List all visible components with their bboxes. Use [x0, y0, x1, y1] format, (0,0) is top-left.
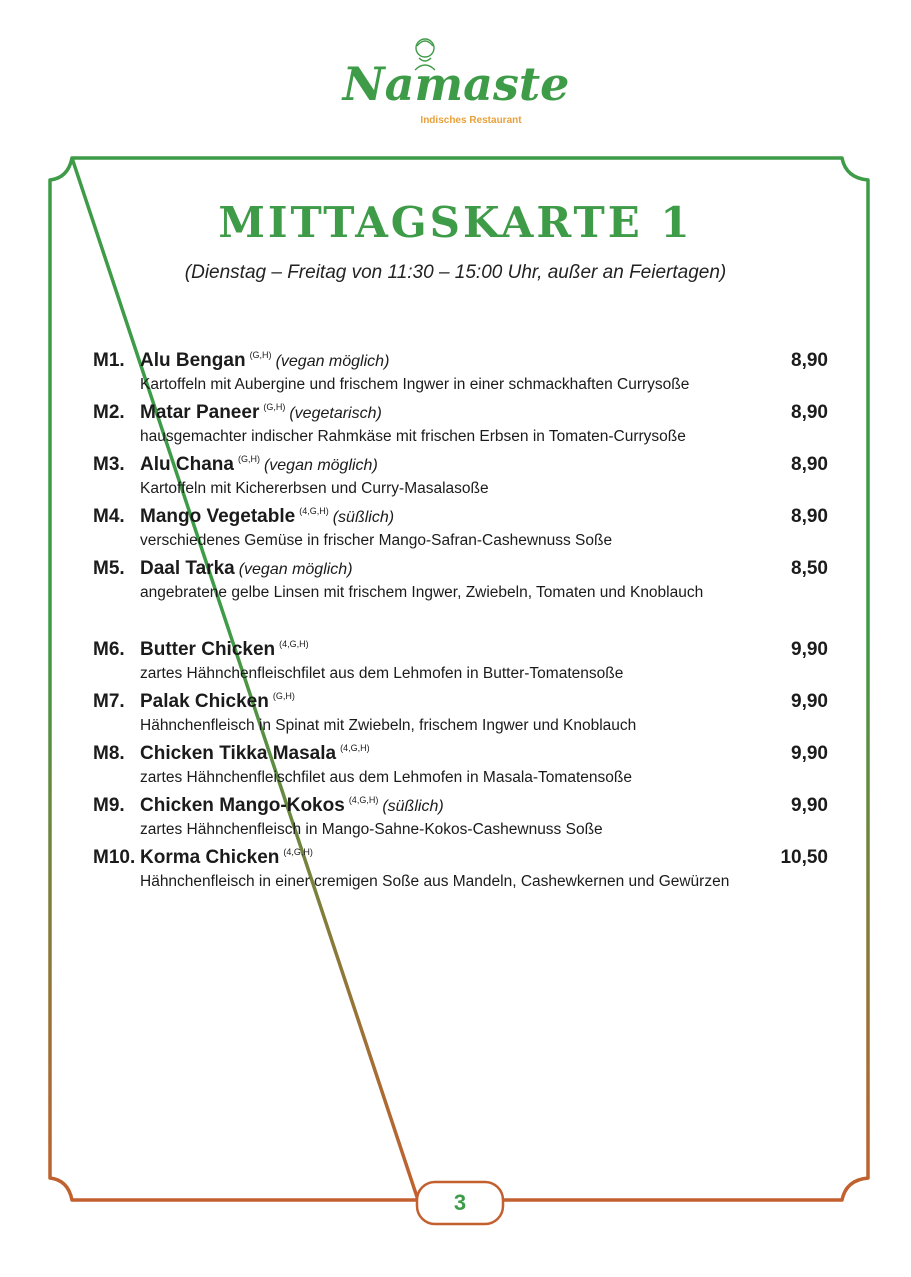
item-name: Chicken Tikka Masala — [140, 743, 337, 764]
item-price: 8,90 — [791, 454, 828, 475]
item-name: Palak Chicken — [140, 691, 269, 712]
item-name: Mango Vegetable — [140, 506, 296, 527]
item-name: Chicken Mango-Kokos — [140, 795, 345, 816]
menu-item — [93, 350, 828, 402]
item-price: 10,50 — [780, 847, 828, 868]
item-allergens: (4,G,H) — [299, 506, 329, 516]
page-subtitle: (Dienstag – Freitag von 11:30 – 15:00 Uhr, außer an Feiertagen) — [184, 262, 727, 283]
item-allergens: (4,G,H) — [283, 847, 313, 857]
item-code: M3. — [93, 454, 125, 475]
menu-list — [93, 350, 828, 899]
page-number: 3 — [453, 1190, 467, 1215]
item-price: 9,90 — [791, 691, 828, 712]
menu-item — [93, 506, 828, 558]
item-description: verschiedenes Gemüse in frischer Mango-Safran-Cashewnuss Soße — [140, 532, 613, 549]
item-name: Korma Chicken — [140, 847, 280, 868]
item-name: Matar Paneer — [140, 402, 260, 423]
item-price: 8,90 — [791, 402, 828, 423]
item-code: M10. — [93, 847, 136, 868]
menu-item — [93, 558, 828, 610]
item-code: M2. — [93, 402, 125, 423]
item-allergens: (G,H) — [263, 402, 286, 412]
item-name-line — [140, 847, 313, 869]
item-description: Hähnchenfleisch in einer cremigen Soße aus Mandeln, Cashewkernen und Gewürzen — [140, 873, 730, 890]
item-name: Alu Bengan — [140, 350, 246, 371]
menu-item — [93, 691, 828, 743]
menu-item — [93, 795, 828, 847]
item-allergens: (4,G,H) — [348, 795, 379, 805]
item-description: hausgemachter indischer Rahmkäse mit frischen Erbsen in Tomaten-Currysoße — [140, 428, 686, 445]
item-description: Kartoffeln mit Aubergine und frischem Ingwer in einer schmackhaften Currysoße — [140, 376, 690, 393]
item-code: M7. — [93, 691, 125, 712]
item-description: zartes Hähnchenfleisch in Mango-Sahne-Kokos-Cashewnuss Soße — [140, 821, 603, 838]
item-name-line — [140, 506, 394, 528]
item-name-line — [140, 350, 389, 372]
item-name-line — [140, 795, 444, 817]
item-code: M5. — [93, 558, 125, 579]
page-title: MITTAGSKARTE 1 — [218, 198, 693, 247]
item-description: Hähnchenfleisch in Spinat mit Zwiebeln, frischem Ingwer und Knoblauch — [140, 717, 637, 734]
menu-item — [93, 639, 828, 691]
item-name: Alu Chana — [140, 454, 234, 475]
menu-item — [93, 847, 828, 899]
menu-item — [93, 743, 828, 795]
item-note: (vegan möglich) — [263, 457, 378, 474]
logo-tagline: Indisches Restaurant — [419, 115, 522, 126]
item-name-line — [140, 691, 295, 713]
logo-wordmark: Namaste — [342, 57, 569, 111]
item-name-line — [140, 402, 382, 424]
item-price: 9,90 — [791, 795, 828, 816]
restaurant-logo — [0, 30, 911, 135]
item-note: (süßlich) — [332, 509, 395, 526]
item-price: 9,90 — [791, 639, 828, 660]
item-code: M6. — [93, 639, 125, 660]
item-code: M1. — [93, 350, 125, 371]
item-allergens: (G,H) — [237, 454, 260, 464]
item-code: M4. — [93, 506, 125, 527]
item-note: (süßlich) — [382, 798, 444, 815]
item-allergens: (G,H) — [249, 350, 272, 360]
menu-item — [93, 402, 828, 454]
item-price: 8,50 — [791, 558, 828, 579]
item-description: angebratene gelbe Linsen mit frischem Ingwer, Zwiebeln, Tomaten und Knoblauch — [140, 584, 704, 601]
item-allergens: (G,H) — [272, 691, 295, 701]
item-note: (vegan möglich) — [238, 561, 353, 578]
item-name-line — [140, 454, 378, 476]
item-description: zartes Hähnchenfleischfilet aus dem Lehmofen in Butter-Tomatensoße — [140, 665, 624, 682]
item-name-line — [140, 639, 309, 661]
item-note: (vegan möglich) — [275, 353, 390, 370]
item-price: 9,90 — [791, 743, 828, 764]
item-price: 8,90 — [791, 506, 828, 527]
item-note: (vegetarisch) — [289, 405, 382, 422]
item-allergens: (4,G,H) — [279, 639, 309, 649]
item-allergens: (4,G,H) — [340, 743, 370, 753]
item-name: Butter Chicken — [140, 639, 276, 660]
item-name: Daal Tarka — [140, 558, 235, 579]
item-description: zartes Hähnchenfleischfilet aus dem Lehmofen in Masala-Tomatensoße — [140, 769, 632, 786]
item-name-line — [140, 558, 353, 580]
item-code: M8. — [93, 743, 125, 764]
item-name-line — [140, 743, 370, 765]
item-price: 8,90 — [791, 350, 828, 371]
item-description: Kartoffeln mit Kichererbsen und Curry-Masalasoße — [140, 480, 489, 497]
menu-item — [93, 454, 828, 506]
item-code: M9. — [93, 795, 125, 816]
